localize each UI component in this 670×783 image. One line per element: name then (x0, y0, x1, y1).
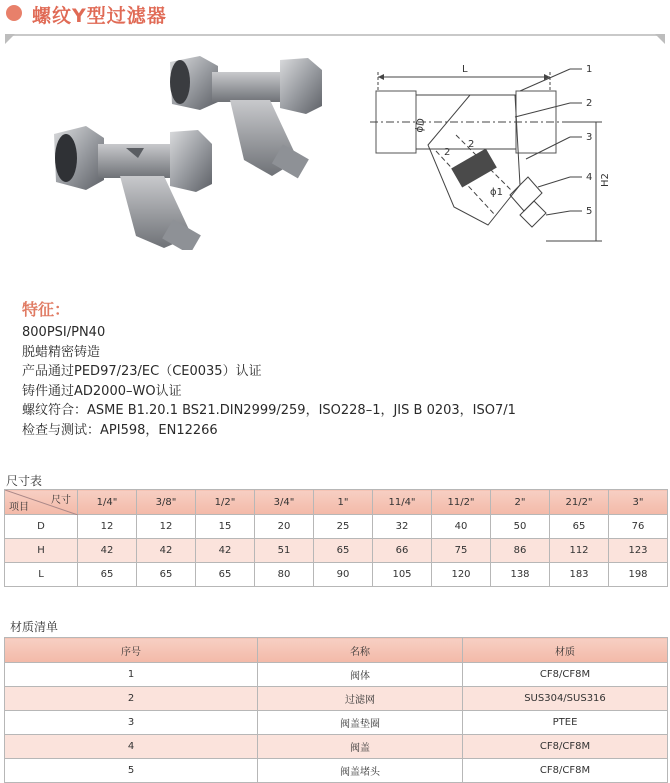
size-header: 11/4" (373, 490, 432, 515)
table-cell: 65 (314, 539, 373, 563)
table-cell: 138 (491, 563, 550, 587)
table-cell: 198 (609, 563, 668, 587)
dimension-table (4, 489, 668, 587)
feature-item: 检查与测试：API598，EN12266 (22, 422, 218, 438)
table-cell: 阀盖 (258, 735, 463, 759)
table-cell: 20 (255, 515, 314, 539)
table-cell: 50 (491, 515, 550, 539)
table-cell: 25 (314, 515, 373, 539)
row-label: D (5, 515, 78, 539)
table-cell: 12 (78, 515, 137, 539)
table-row (5, 735, 668, 759)
feature-item: 螺纹符合：ASME B1.20.1 BS21.DIN2999/259，ISO228–1，JIS B 0203，ISO7/1 (22, 403, 516, 419)
callout-5: 5 (586, 206, 593, 217)
table-cell: 42 (137, 539, 196, 563)
row-label: L (5, 563, 78, 587)
table-cell: 42 (78, 539, 137, 563)
material-table-title: 材质清单 (10, 620, 59, 634)
corner-label-size: 尺寸 (51, 495, 71, 506)
table-cell: 80 (255, 563, 314, 587)
table-cell: 51 (255, 539, 314, 563)
table-cell: 65 (137, 563, 196, 587)
size-header: 3" (609, 490, 668, 515)
callout-3: 3 (586, 132, 593, 143)
table-cell: CF8/CF8M (463, 735, 668, 759)
table-row (5, 663, 668, 687)
drawing-label-two-a: 2 (444, 147, 451, 158)
size-header: 1" (314, 490, 373, 515)
drawing-label-phi1: ϕ1 (490, 187, 503, 198)
table-cell: 65 (550, 515, 609, 539)
table-cell: 183 (550, 563, 609, 587)
table-cell: SUS304/SUS316 (463, 687, 668, 711)
page-title: 螺纹Y型过滤器 (32, 5, 167, 27)
table-cell: 3 (5, 711, 258, 735)
technical-drawing (370, 55, 625, 255)
table-cell: 5 (5, 759, 258, 783)
material-header-cell: 序号 (5, 638, 258, 663)
table-cell: 112 (550, 539, 609, 563)
table-cell: 过滤网 (258, 687, 463, 711)
title-bar (0, 0, 670, 30)
table-cell: 40 (432, 515, 491, 539)
dimension-table-title: 尺寸表 (6, 474, 43, 488)
panel-corner-right (655, 34, 665, 44)
table-cell: 65 (196, 563, 255, 587)
table-cell: 65 (78, 563, 137, 587)
table-row (5, 759, 668, 783)
table-cell: CF8/CF8M (463, 663, 668, 687)
table-cell: 66 (373, 539, 432, 563)
drawing-label-two-b: 2 (468, 139, 475, 150)
table-row (5, 687, 668, 711)
product-photo (40, 50, 330, 250)
table-cell: 1 (5, 663, 258, 687)
corner-label-item: 项目 (9, 502, 29, 513)
table-cell: 76 (609, 515, 668, 539)
drawing-label-L: L (462, 64, 468, 75)
material-header-row (5, 638, 668, 663)
strainer-front-image (54, 126, 212, 250)
callout-1: 1 (586, 64, 593, 75)
table-row (5, 711, 668, 735)
size-header: 11/2" (432, 490, 491, 515)
callout-2: 2 (586, 98, 593, 109)
table-cell: 阀体 (258, 663, 463, 687)
table-cell: 阀盖垫圈 (258, 711, 463, 735)
dimension-corner-cell (5, 490, 78, 515)
features-list (22, 323, 516, 441)
table-cell: 4 (5, 735, 258, 759)
table-cell: 42 (196, 539, 255, 563)
table-cell: 75 (432, 539, 491, 563)
drawing-label-H2: H2 (600, 173, 611, 187)
size-header: 3/4" (255, 490, 314, 515)
features-title: 特征： (22, 300, 71, 319)
bullet-dot-icon (6, 5, 22, 21)
feature-item: 产品通过PED97/23/EC（CE0035）认证 (22, 364, 262, 380)
table-cell: 阀盖堵头 (258, 759, 463, 783)
material-header-cell: 材质 (463, 638, 668, 663)
table-row (5, 539, 668, 563)
table-row (5, 515, 668, 539)
callout-4: 4 (586, 172, 593, 183)
row-label: H (5, 539, 78, 563)
feature-item: 铸件通过AD2000–WO认证 (22, 383, 182, 399)
table-cell: 86 (491, 539, 550, 563)
table-cell: PTEE (463, 711, 668, 735)
table-row (5, 563, 668, 587)
table-cell: 123 (609, 539, 668, 563)
table-cell: 15 (196, 515, 255, 539)
material-header-cell: 名称 (258, 638, 463, 663)
panel-corner-left (5, 34, 15, 44)
table-cell: 105 (373, 563, 432, 587)
size-header: 3/8" (137, 490, 196, 515)
table-cell: 32 (373, 515, 432, 539)
size-header: 21/2" (550, 490, 609, 515)
table-cell: CF8/CF8M (463, 759, 668, 783)
size-header: 1/2" (196, 490, 255, 515)
table-cell: 90 (314, 563, 373, 587)
feature-item: 800PSI/PN40 (22, 325, 106, 340)
table-cell: 12 (137, 515, 196, 539)
table-cell: 120 (432, 563, 491, 587)
material-table (4, 637, 668, 783)
drawing-label-phiD: ϕD (414, 117, 428, 134)
size-header: 2" (491, 490, 550, 515)
feature-item: 脱蜡精密铸造 (22, 344, 101, 360)
size-header: 1/4" (78, 490, 137, 515)
dimension-header-row (5, 490, 668, 515)
table-cell: 2 (5, 687, 258, 711)
